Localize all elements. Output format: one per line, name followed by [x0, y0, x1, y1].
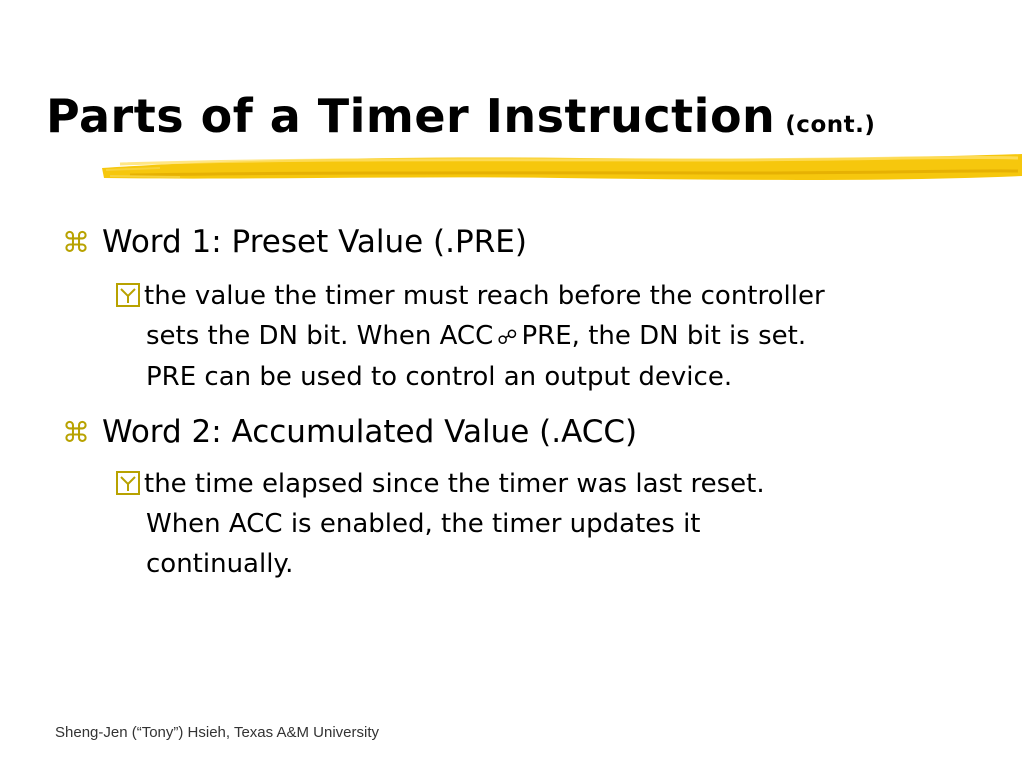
detail-line [116, 504, 986, 544]
detail-text: PRE, the DN bit is set. [521, 321, 807, 351]
title-sub: (cont.) [785, 112, 876, 138]
detail-line [116, 316, 986, 357]
bullet-word2-label: Word 2: Accumulated Value (.ACC) [102, 414, 638, 450]
bullet-word1-label: Word 1: Preset Value (.PRE) [102, 224, 527, 260]
y-checkbox-icon [116, 283, 140, 307]
y-checkbox-icon [116, 471, 140, 495]
title-main: Parts of a Timer Instruction [46, 89, 776, 143]
detail-line [116, 464, 986, 504]
detail-text: the value the timer must reach before the controller [144, 281, 825, 311]
ge-symbol-icon: ☍ [497, 325, 518, 349]
detail-text: sets the DN bit. When ACC [146, 321, 494, 351]
z-bullet-icon: ⌘ [62, 416, 90, 449]
detail-line [116, 544, 986, 584]
detail-text: When ACC is enabled, the timer updates it [146, 509, 701, 539]
detail-text: the time elapsed since the timer was last reset. [144, 469, 765, 499]
bullet-word2 [62, 412, 637, 453]
sub-bullet-word1 [116, 276, 986, 397]
slide-footer: Sheng-Jen (“Tony”) Hsieh, Texas A&M University [55, 724, 380, 741]
detail-text: PRE can be used to control an output device. [146, 362, 733, 392]
detail-line [116, 357, 986, 397]
detail-line [116, 276, 986, 316]
z-bullet-icon: ⌘ [62, 226, 90, 259]
sub-bullet-word2 [116, 464, 986, 584]
detail-text: continually. [146, 549, 294, 579]
bullet-word1 [62, 222, 527, 263]
highlighter-stroke [100, 146, 1024, 190]
